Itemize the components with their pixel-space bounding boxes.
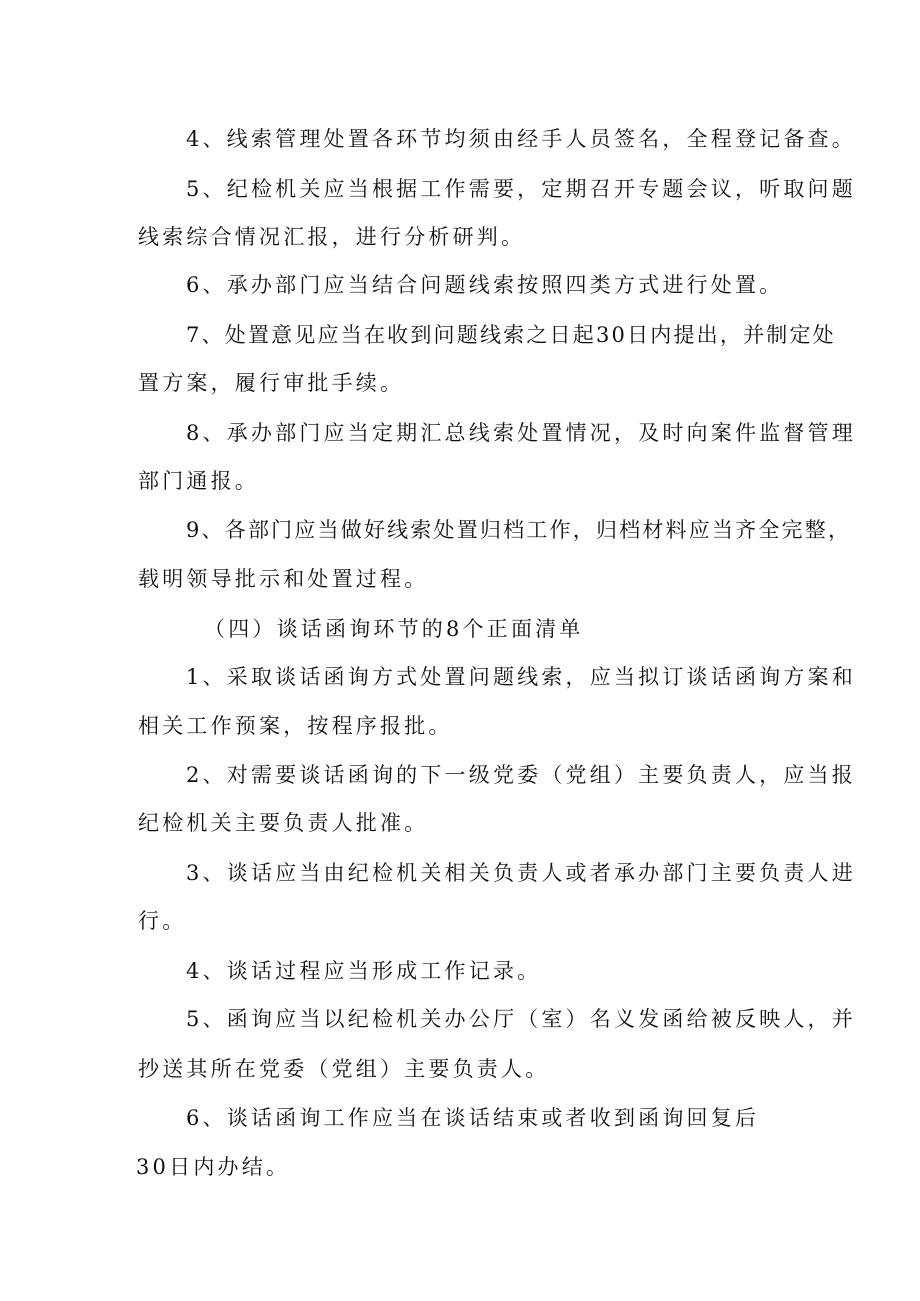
paragraph-line: 1、采取谈话函询方式处置问题线索，应当拟订谈话函询方案和 [186, 665, 856, 689]
paragraph-line: 4、谈话过程应当形成工作记录。 [186, 959, 542, 983]
paragraph-line: 4、线索管理处置各环节均须由经手人员签名，全程登记备查。 [186, 127, 856, 151]
paragraph-line: 7、处置意见应当在收到问题线索之日起30日内提出，并制定处 [186, 323, 836, 347]
paragraph-line: 9、各部门应当做好线索处置归档工作，归档材料应当齐全完整， [186, 518, 852, 542]
paragraph-line: 5、纪检机关应当根据工作需要，定期召开专题会议，听取问题 [186, 177, 856, 201]
paragraph-line: 行。 [138, 909, 187, 933]
paragraph-line: 相关工作预案，按程序报批。 [138, 714, 453, 738]
paragraph-line: 3、谈话应当由纪检机关相关负责人或者承办部门主要负责人进 [186, 861, 856, 885]
section-heading: （四）谈话函询环节的8个正面清单 [204, 617, 584, 641]
paragraph-line: 8、承办部门应当定期汇总线索处置情况，及时向案件监督管理 [186, 421, 856, 445]
paragraph-line: 部门通报。 [138, 469, 259, 493]
paragraph-line: 线索综合情况汇报，进行分析研判。 [138, 225, 526, 249]
paragraph-line: 载明领导批示和处置过程。 [138, 567, 429, 591]
paragraph-line: 5、函询应当以纪检机关办公厅（室）名义发函给被反映人，并 [186, 1007, 856, 1031]
paragraph-line: 置方案，履行审批手续。 [138, 371, 405, 395]
paragraph-line: 6、谈话函询工作应当在谈话结束或者收到函询回复后 [186, 1106, 760, 1130]
paragraph-line: 纪检机关主要负责人批准。 [138, 811, 429, 835]
paragraph-line: 抄送其所在党委（党组）主要负责人。 [138, 1057, 550, 1081]
paragraph-line: 2、对需要谈话函询的下一级党委（党组）主要负责人，应当报 [186, 763, 856, 787]
paragraph-line: 6、承办部门应当结合问题线索按照四类方式进行处置。 [186, 273, 784, 297]
paragraph-line: 30日内办结。 [136, 1155, 291, 1179]
